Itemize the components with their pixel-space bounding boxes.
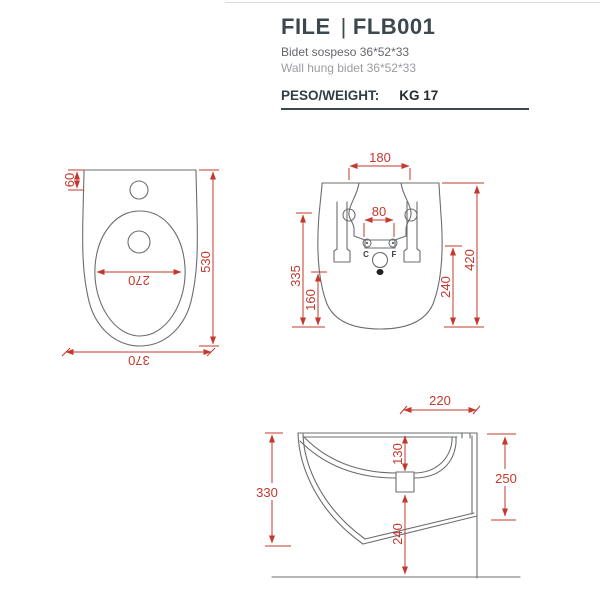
mount-slot-left [334, 202, 350, 262]
top-view [62, 170, 219, 368]
back-view [288, 150, 484, 329]
drain-trap-box [396, 472, 414, 492]
dimension-60 [62, 170, 84, 190]
dim-label-370: 370 [128, 353, 150, 368]
dim-label-60: 60 [62, 172, 77, 188]
subtitle-english: Wall hung bidet 36*52*33 [281, 61, 416, 75]
title-separator: | [340, 14, 347, 39]
drain-outlet [373, 253, 388, 268]
inlet-c-dot [366, 242, 368, 244]
tap-hole [130, 181, 148, 199]
dim-label-330: 330 [256, 485, 278, 500]
dim-label-270: 270 [128, 273, 150, 288]
bottom-edge-outer [363, 516, 477, 544]
drain-hole [128, 231, 150, 253]
dim-label-335: 335 [288, 265, 303, 287]
inlet-f-dot [392, 242, 394, 244]
flush-channel-left [349, 183, 365, 248]
weight-label: PESO/WEIGHT: [281, 88, 380, 103]
dimension-270 [97, 272, 181, 288]
inlet-label-f: F [391, 250, 397, 259]
side-view [252, 393, 523, 578]
dim-label-250: 250 [495, 471, 517, 486]
file-label: FILE [281, 14, 331, 39]
dimension-370 [62, 348, 215, 368]
dim-label-80: 80 [371, 204, 387, 219]
dim-label-180: 180 [369, 150, 391, 165]
dimension-80 [364, 204, 394, 237]
inlet-label-c: C [363, 250, 369, 259]
dimension-420 [442, 183, 484, 325]
dim-label-130: 130 [390, 443, 405, 465]
dim-label-240-side: 240 [390, 523, 405, 545]
dim-label-530: 530 [198, 251, 213, 273]
dimension-180 [349, 150, 410, 180]
dim-label-420: 420 [462, 249, 477, 271]
basin-wall-upper [304, 437, 396, 473]
bottom-edge-inner [365, 513, 474, 539]
dimension-530 [198, 170, 219, 346]
basin-back-lower [414, 437, 456, 478]
subtitle-italian: Bidet sospeso 36*52*33 [281, 45, 410, 59]
top-view-outline [83, 170, 198, 346]
dimension-330 [252, 433, 291, 546]
dim-label-240-back: 240 [438, 276, 453, 298]
drain-plug-dot [377, 269, 384, 275]
dimension-160 [303, 272, 327, 325]
dimension-240-side [390, 495, 405, 574]
weight-value: KG 17 [399, 88, 439, 103]
dim-label-220: 220 [429, 393, 451, 408]
basin-back-upper [414, 437, 452, 473]
dimension-130 [390, 436, 405, 471]
model-code: FLB001 [352, 14, 436, 39]
flush-channel-right [395, 183, 411, 248]
dim-label-160: 160 [303, 289, 318, 311]
dimension-250 [487, 434, 523, 520]
front-edge-outer [298, 433, 363, 544]
dimension-220 [400, 393, 480, 414]
